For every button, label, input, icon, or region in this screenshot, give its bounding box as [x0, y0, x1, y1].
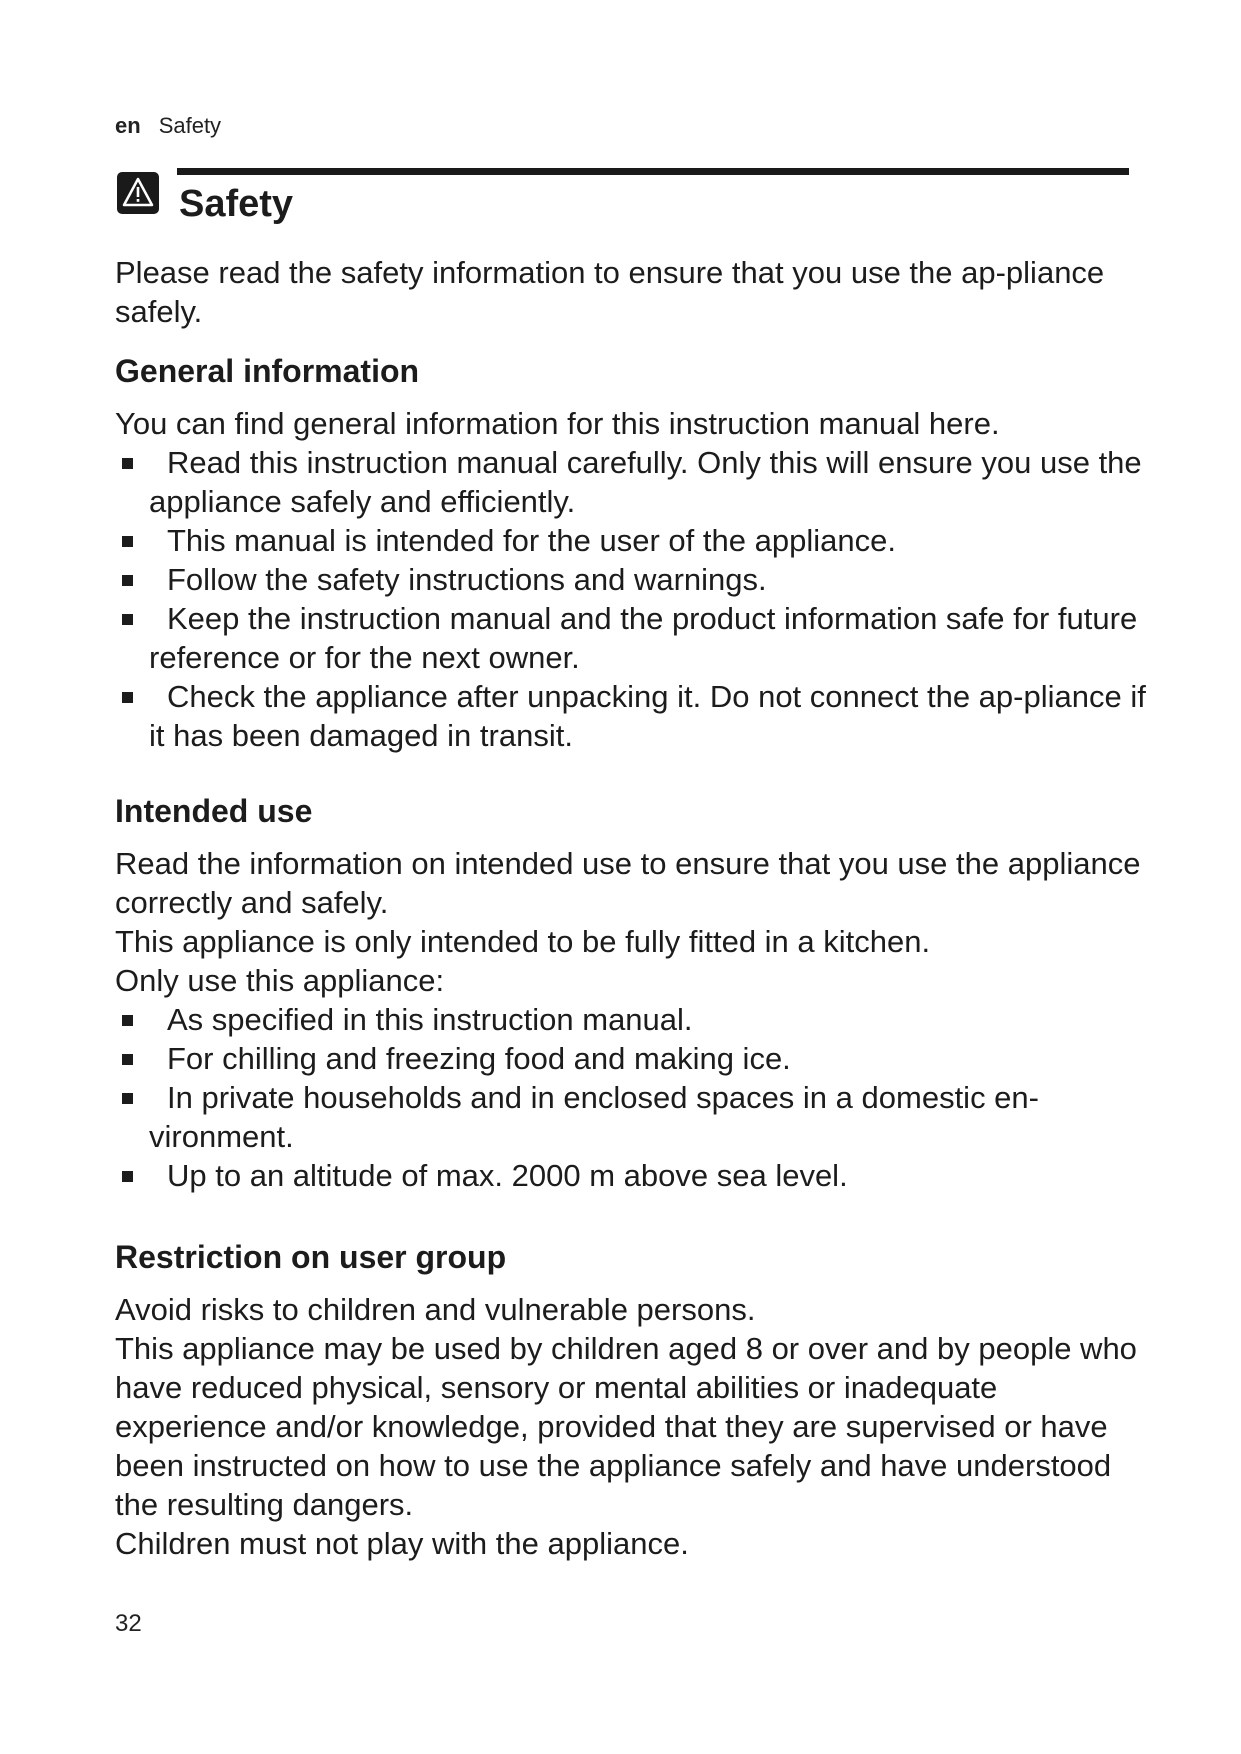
- list-item: Read this instruction manual carefully. Only this will ensure you use the appliance safely and efficiently.: [115, 443, 1150, 521]
- restriction-paragraph: This appliance may be used by children aged 8 or over and by people who have reduced physical, sensory or mental abilities or inadequate experience and/or knowledge, provided that they are supervised or have been instructed on how to use the appliance safely and have understood the resulting dangers.: [115, 1331, 1137, 1522]
- restriction-paragraph: Avoid risks to children and vulnerable persons.: [115, 1292, 756, 1327]
- list-item: As specified in this instruction manual.: [115, 1000, 1150, 1039]
- language-code: en: [115, 113, 141, 138]
- bullet-square-icon: [122, 1093, 133, 1104]
- intended-list: [115, 1000, 1150, 1195]
- restriction-heading: Restriction on user group: [115, 1239, 507, 1275]
- list-item: In private households and in enclosed spaces in a domestic en-vironment.: [115, 1078, 1150, 1156]
- bullet-square-icon: [122, 1171, 133, 1182]
- bullet-square-icon: [122, 614, 133, 625]
- running-header: [115, 113, 221, 139]
- page-number: 32: [115, 1610, 142, 1637]
- intended-use-heading: Intended use: [115, 793, 313, 829]
- bullet-square-icon: [122, 575, 133, 586]
- bullet-square-icon: [122, 1015, 133, 1026]
- list-item: Follow the safety instructions and warnings.: [115, 560, 1150, 599]
- bullet-square-icon: [122, 1054, 133, 1065]
- intended-paragraph: This appliance is only intended to be fully fitted in a kitchen.: [115, 924, 931, 959]
- general-lead: You can find general information for this instruction manual here.: [115, 406, 1000, 441]
- warning-icon: [115, 170, 161, 216]
- title-rule: [177, 168, 1129, 175]
- intended-paragraph: Read the information on intended use to ensure that you use the appliance correctly and safely.: [115, 846, 1141, 920]
- safety-content: [115, 253, 1150, 1563]
- bullet-square-icon: [122, 692, 133, 703]
- list-item: Up to an altitude of max. 2000 m above sea level.: [115, 1156, 1150, 1195]
- bullet-square-icon: [122, 458, 133, 469]
- list-item: This manual is intended for the user of the appliance.: [115, 521, 1150, 560]
- header-section: Safety: [158, 113, 222, 138]
- list-item: For chilling and freezing food and making ice.: [115, 1039, 1150, 1078]
- general-list: [115, 443, 1150, 755]
- intended-paragraph: Only use this appliance:: [115, 963, 445, 998]
- list-item: Check the appliance after unpacking it. Do not connect the ap-pliance if it has been damaged in transit.: [115, 677, 1150, 755]
- list-item: Keep the instruction manual and the product information safe for future reference or for the next owner.: [115, 599, 1150, 677]
- bullet-square-icon: [122, 536, 133, 547]
- intro-text: Please read the safety information to ensure that you use the ap-pliance safely.: [115, 255, 1105, 329]
- restriction-paragraph: Children must not play with the appliance.: [115, 1526, 689, 1561]
- page-title: Safety: [179, 183, 294, 225]
- general-information-heading: General information: [115, 353, 420, 389]
